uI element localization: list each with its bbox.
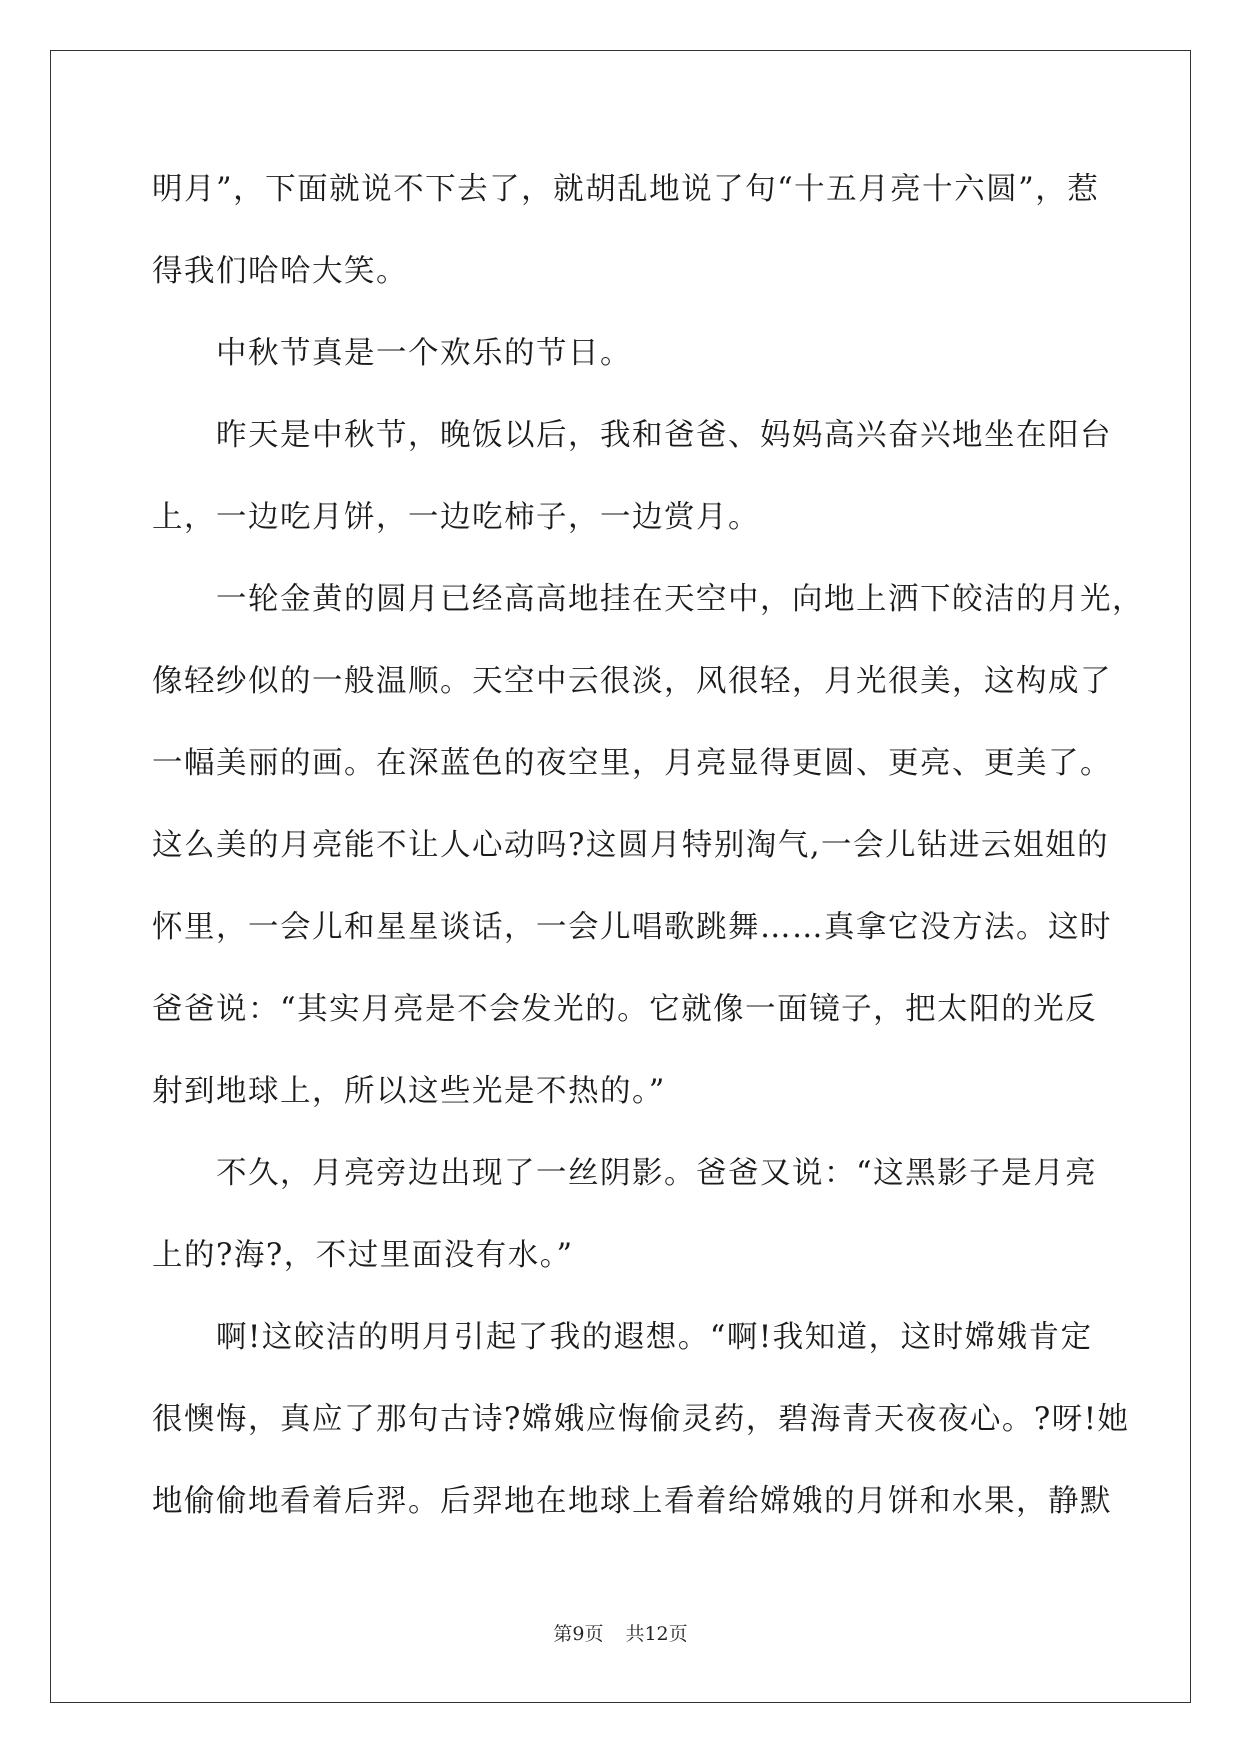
text-line: 一轮金黄的圆月已经高高地挂在天空中，向地上洒下皎洁的月光， (216, 582, 1144, 617)
text-line: 啊!这皎洁的明月引起了我的遐想。“啊!我知道，这时嫦娥肯定 (216, 1320, 1093, 1355)
text-line: 这么美的月亮能不让人心动吗?这圆月特别淘气,一会儿钻进云姐姐的 (152, 828, 1110, 863)
text-line: 一幅美丽的画。在深蓝色的夜空里，月亮显得更圆、更亮、更美了。 (152, 746, 1112, 781)
document-body (152, 160, 1144, 1554)
text-line: 爸爸说：“其实月亮是不会发光的。它就像一面镜子，把太阳的光反 (152, 992, 1098, 1027)
text-line: 得我们哈哈大笑。 (152, 254, 408, 289)
text-line: 像轻纱似的一般温顺。天空中云很淡，风很轻，月光很美，这构成了 (152, 664, 1112, 699)
text-line: 明月”，下面就说不下去了，就胡乱地说了句“十五月亮十六圆”，惹 (152, 172, 1100, 207)
text-line: 上的?海?，不过里面没有水。” (152, 1238, 574, 1273)
text-line: 不久，月亮旁边出现了一丝阴影。爸爸又说：“这黑影子是月亮 (216, 1156, 1098, 1191)
page-footer (0, 1622, 1241, 1646)
text-line: 地偷偷地看着后羿。后羿地在地球上看着给嫦娥的月饼和水果，静默 (152, 1484, 1112, 1519)
text-line: 很懊悔，真应了那句古诗?嫦娥应悔偷灵药，碧海青天夜夜心。?呀!她 (152, 1402, 1130, 1437)
page-number: 第9页 (553, 1623, 604, 1645)
text-line: 射到地球上，所以这些光是不热的。” (152, 1074, 666, 1109)
text-line: 昨天是中秋节，晚饭以后，我和爸爸、妈妈高兴奋兴地坐在阳台 (216, 418, 1112, 453)
text-line: 怀里，一会儿和星星谈话，一会儿唱歌跳舞……真拿它没方法。这时 (152, 910, 1112, 945)
text-line: 上，一边吃月饼，一边吃柿子，一边赏月。 (152, 500, 760, 535)
page-total: 共12页 (625, 1623, 688, 1645)
text-line: 中秋节真是一个欢乐的节日。 (216, 336, 632, 371)
